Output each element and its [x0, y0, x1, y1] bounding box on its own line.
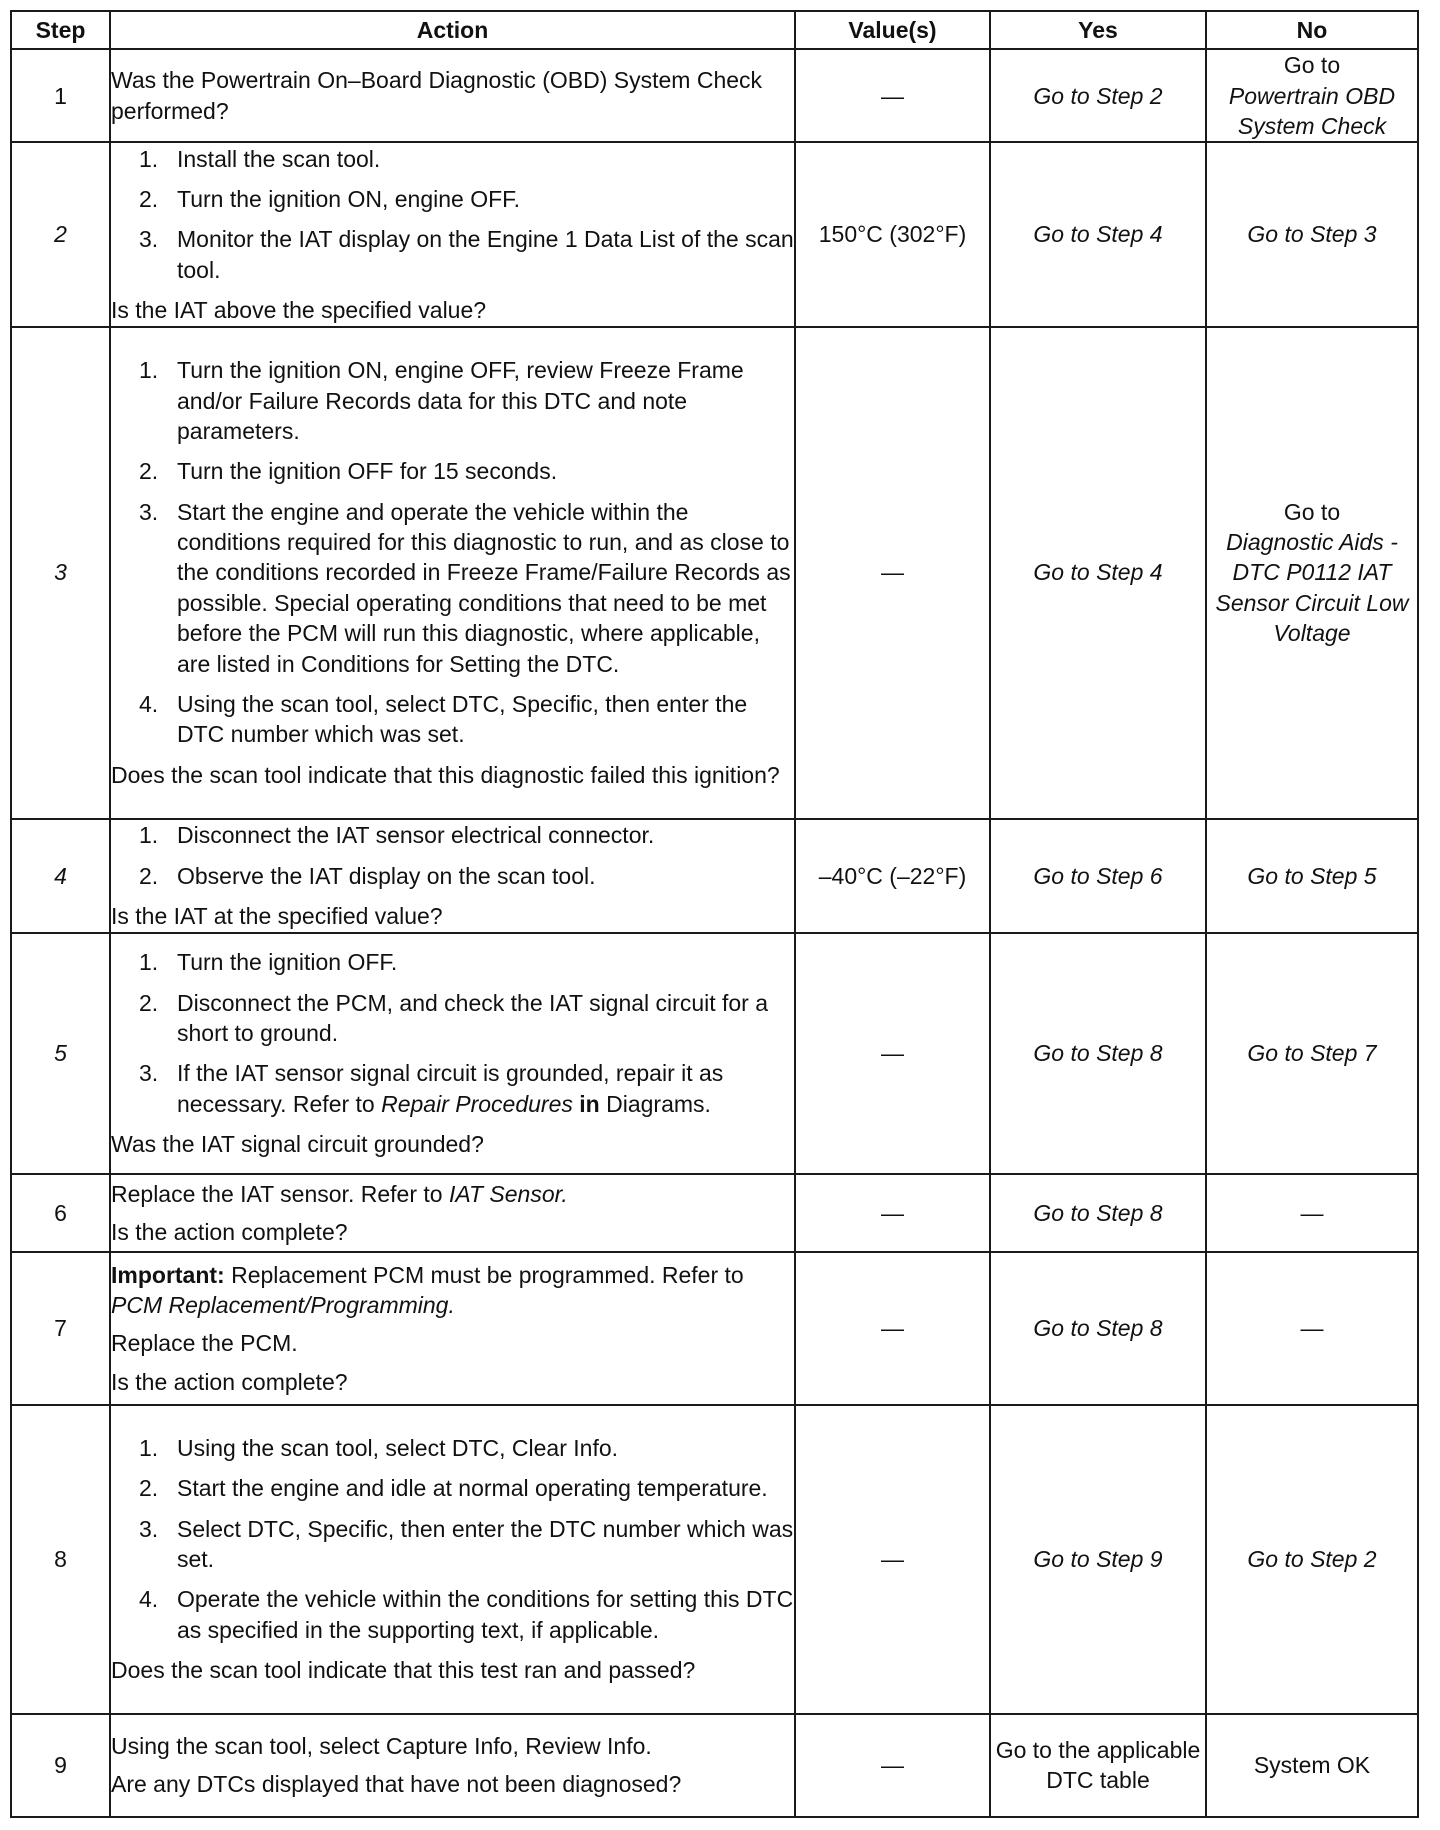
yes-cell	[990, 142, 1206, 326]
action-step: 1. Turn the ignition ON, engine OFF, review Freeze Frame and/or Failure Records data for this DTC and note parameters.	[139, 357, 744, 445]
yes-goto-link[interactable]: Go to Step 4	[1033, 559, 1163, 586]
no-goto-link[interactable]: Go to Step 7	[1247, 1040, 1377, 1067]
action-cell	[110, 819, 795, 933]
table-row	[11, 1174, 1418, 1252]
header-action: Action	[110, 11, 795, 49]
no-dash: —	[1300, 1199, 1324, 1226]
step-number: 3	[11, 327, 110, 819]
no-goto-prefix: Go to	[1283, 498, 1341, 525]
action-steps	[111, 820, 794, 891]
iat-sensor-link[interactable]: IAT Sensor.	[448, 1180, 568, 1207]
yes-goto-link[interactable]: Go to Step 9	[1033, 1545, 1163, 1572]
yes-cell	[990, 1174, 1206, 1252]
value-cell: —	[795, 1252, 990, 1405]
action-step: 1. Install the scan tool.	[139, 145, 381, 172]
yes-goto-link[interactable]: Go to Step 8	[1033, 1040, 1163, 1067]
no-cell	[1206, 819, 1418, 933]
action-steps	[111, 144, 794, 285]
action-step: 3. Select DTC, Specific, then enter the DTC number which was set.	[139, 1515, 794, 1572]
diagnostic-table	[10, 10, 1419, 1818]
table-row	[11, 1405, 1418, 1714]
header-yes: Yes	[990, 11, 1206, 49]
action-cell	[110, 933, 795, 1174]
no-cell	[1206, 933, 1418, 1174]
action-cell	[110, 1405, 795, 1714]
no-cell	[1206, 1174, 1418, 1252]
action-cell	[110, 49, 795, 142]
action-cell	[110, 142, 795, 326]
yes-goto-link[interactable]: Go to Step 6	[1033, 862, 1163, 889]
action-question: Are any DTCs displayed that have not been diagnosed?	[111, 1771, 682, 1798]
header-step: Step	[11, 11, 110, 49]
yes-cell	[990, 1714, 1206, 1817]
action-step: 2. Disconnect the PCM, and check the IAT signal circuit for a short to ground.	[139, 989, 769, 1046]
no-cell	[1206, 327, 1418, 819]
action-step: 2. Turn the ignition ON, engine OFF.	[139, 186, 521, 213]
action-step: 3. Start the engine and operate the vehicle within the conditions required for this diagnostic to run, and as close to the conditions recorded in Freeze Frame/Failure Records as possible. Special operating conditions that need to be met before the PCM will run this diagnostic, where applicable, are listed in Conditions for Setting the DTC.	[139, 498, 791, 677]
value-cell: —	[795, 933, 990, 1174]
yes-cell	[990, 49, 1206, 142]
action-step: 4. Operate the vehicle within the conditions for setting this DTC as specified in the supporting text, if applicable.	[139, 1586, 794, 1643]
table-row	[11, 933, 1418, 1174]
no-cell	[1206, 1252, 1418, 1405]
action-step: 3. Monitor the IAT display on the Engine 1 Data List of the scan tool.	[139, 226, 794, 283]
action-question: Is the action complete?	[111, 1368, 348, 1395]
step-number: 4	[11, 819, 110, 933]
no-cell	[1206, 1714, 1418, 1817]
table-header-row	[11, 11, 1418, 49]
action-steps	[111, 355, 794, 749]
yes-cell	[990, 1252, 1206, 1405]
value-cell: –40°C (–22°F)	[795, 819, 990, 933]
value-cell: 150°C (302°F)	[795, 142, 990, 326]
value-cell: —	[795, 49, 990, 142]
no-result: System OK	[1253, 1752, 1371, 1779]
action-instruction: Replace the IAT sensor. Refer to IAT Sensor.	[111, 1180, 568, 1207]
action-cell	[110, 1252, 795, 1405]
action-instruction: Using the scan tool, select Capture Info, Review Info.	[111, 1732, 652, 1759]
step-number: 9	[11, 1714, 110, 1817]
yes-goto-link[interactable]: Go to Step 2	[1033, 82, 1163, 109]
table-row	[11, 1252, 1418, 1405]
no-goto-link[interactable]: Go to Step 3	[1247, 221, 1377, 248]
yes-goto-link[interactable]: Go to Step 4	[1033, 221, 1163, 248]
no-goto-link[interactable]: Go to Step 2	[1247, 1545, 1377, 1572]
action-question: Is the IAT at the specified value?	[111, 902, 443, 929]
header-values: Value(s)	[795, 11, 990, 49]
no-goto-link[interactable]: Diagnostic Aids - DTC P0112 IAT Sensor Circuit Low Voltage	[1215, 529, 1409, 647]
action-cell	[110, 1174, 795, 1252]
action-question: Does the scan tool indicate that this diagnostic failed this ignition?	[111, 761, 780, 788]
action-step: 2. Start the engine and idle at normal operating temperature.	[139, 1475, 768, 1502]
step-number: 2	[11, 142, 110, 326]
yes-cell	[990, 327, 1206, 819]
action-step: 1. Using the scan tool, select DTC, Clear Info.	[139, 1434, 619, 1461]
pcm-replacement-link[interactable]: PCM Replacement/Programming.	[111, 1291, 455, 1318]
action-step: 2. Turn the ignition OFF for 15 seconds.	[139, 458, 558, 485]
action-step: 2. Observe the IAT display on the scan tool.	[139, 862, 596, 889]
action-step: 4. Using the scan tool, select DTC, Specific, then enter the DTC number which was set.	[139, 690, 748, 748]
yes-cell	[990, 1405, 1206, 1714]
no-goto-prefix: Go to	[1283, 52, 1341, 79]
action-step: 1. Disconnect the IAT sensor electrical connector.	[139, 822, 655, 849]
table-row	[11, 819, 1418, 933]
action-steps	[111, 947, 794, 1119]
no-dash: —	[1300, 1315, 1324, 1342]
yes-cell	[990, 819, 1206, 933]
action-cell	[110, 1714, 795, 1817]
yes-cell	[990, 933, 1206, 1174]
yes-goto-link[interactable]: Go to Step 8	[1033, 1199, 1163, 1226]
step-number: 6	[11, 1174, 110, 1252]
action-step: 1. Turn the ignition OFF.	[139, 949, 398, 976]
important-note: Important: Replacement PCM must be programmed. Refer to PCM Replacement/Programming.	[111, 1261, 744, 1318]
step-number: 7	[11, 1252, 110, 1405]
yes-goto-link[interactable]: Go to Step 8	[1033, 1315, 1163, 1342]
value-cell: —	[795, 327, 990, 819]
value-cell: —	[795, 1174, 990, 1252]
action-instruction: Replace the PCM.	[111, 1330, 298, 1357]
action-question: Was the Powertrain On–Board Diagnostic (OBD) System Check performed?	[111, 67, 763, 124]
no-cell	[1206, 142, 1418, 326]
value-cell: —	[795, 1405, 990, 1714]
yes-goto-link[interactable]: Go to the applicable DTC table	[995, 1736, 1201, 1794]
step-number: 1	[11, 49, 110, 142]
no-goto-link[interactable]: Go to Step 5	[1247, 862, 1377, 889]
action-question: Was the IAT signal circuit grounded?	[111, 1131, 484, 1158]
step-number: 5	[11, 933, 110, 1174]
value-cell: —	[795, 1714, 990, 1817]
action-question: Is the IAT above the specified value?	[111, 297, 487, 324]
action-steps	[111, 1433, 794, 1645]
repair-procedures-link[interactable]: Repair Procedures	[381, 1090, 573, 1117]
action-question: Is the action complete?	[111, 1218, 348, 1245]
table-row	[11, 142, 1418, 326]
table-row	[11, 1714, 1418, 1817]
header-no: No	[1206, 11, 1418, 49]
action-step: 3. If the IAT sensor signal circuit is grounded, repair it as necessary. Refer to Repair Procedures in Diagrams.	[139, 1060, 724, 1117]
no-goto-link[interactable]: Powertrain OBD System Check	[1228, 82, 1396, 139]
action-question: Does the scan tool indicate that this test ran and passed?	[111, 1656, 696, 1683]
no-cell	[1206, 1405, 1418, 1714]
no-cell	[1206, 49, 1418, 142]
action-cell	[110, 327, 795, 819]
step-number: 8	[11, 1405, 110, 1714]
table-row	[11, 49, 1418, 142]
table-row	[11, 327, 1418, 819]
